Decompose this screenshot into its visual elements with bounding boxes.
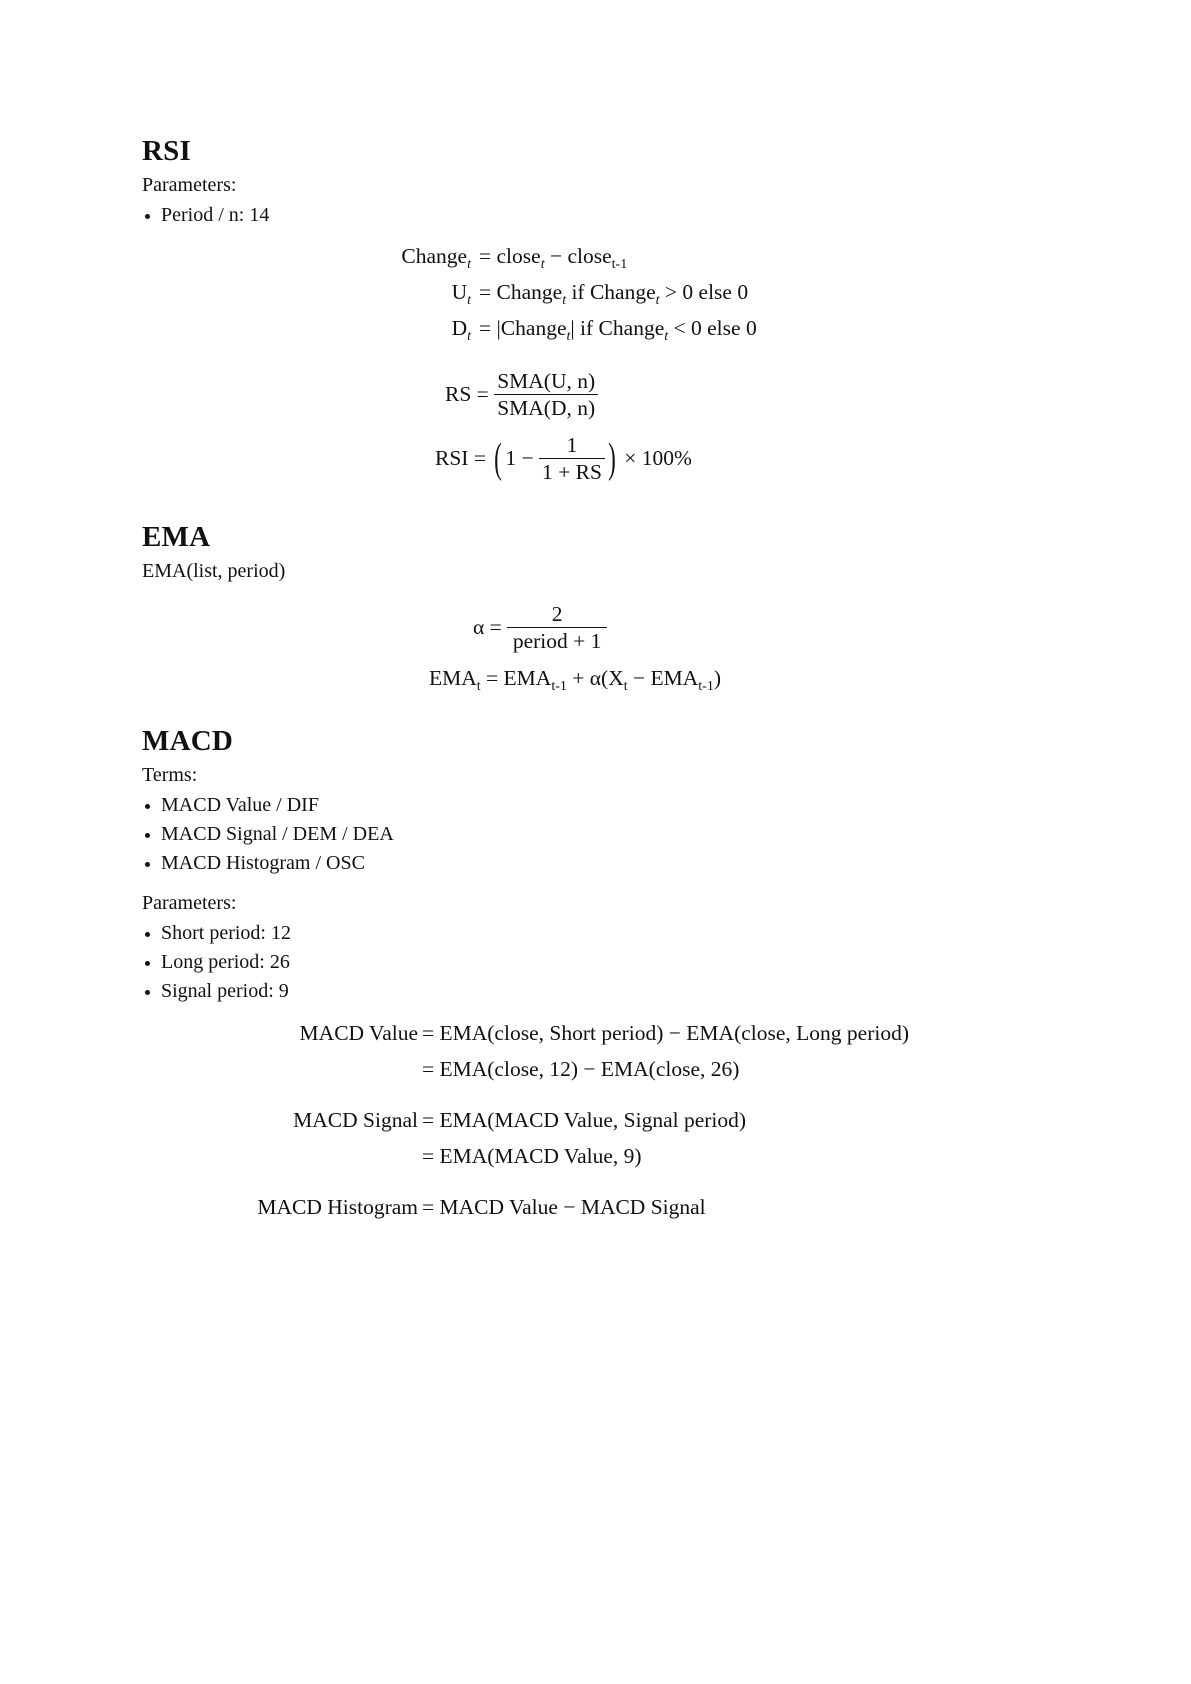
list-item: Period / n: 14 — [142, 201, 269, 230]
eq-ema: $EMA_t = EMA_{t-1} + \alpha(X_t - EMA_{t-1})$ — [429, 666, 721, 694]
eq-macd-signal-lhs: MACD Signal — [293, 1108, 418, 1132]
eq-macd-signal-rhs-2: = EMA(MACD Value, 9) — [422, 1144, 642, 1168]
eq-rsi-one: 1 − — [505, 446, 534, 470]
macd-terms-label: Terms: — [142, 764, 198, 786]
list-item: MACD Histogram / OSC — [142, 849, 394, 878]
eq-alpha-denominator: period + 1 — [507, 627, 607, 654]
list-item: Short period: 12 — [142, 919, 291, 948]
eq-rsi-tail: × 100% — [624, 446, 692, 470]
list-item: MACD Signal / DEM / DEA — [142, 820, 394, 849]
eq-alpha-fraction — [507, 601, 607, 654]
eq-macd-value-lhs: MACD Value — [299, 1021, 418, 1045]
eq-u-rhs: = Change$_t$ if Change$_t$ > 0 else 0 — [479, 280, 749, 308]
ema-signature: EMA(list, period) — [142, 560, 286, 582]
eq-alpha — [473, 601, 607, 654]
eq-rs-denominator: SMA(D, n) — [494, 394, 598, 421]
macd-heading: MACD — [142, 725, 234, 757]
eq-u-lhs: $U_t$ — [451, 280, 471, 308]
eq-rsi-denominator: 1 + RS — [539, 458, 605, 485]
eq-rs-fraction — [494, 368, 598, 421]
eq-macd-value-rhs-2: = EMA(close, 12) − EMA(close, 26) — [422, 1057, 740, 1081]
macd-terms-list — [142, 791, 394, 878]
macd-parameters-label: Parameters: — [142, 892, 237, 914]
eq-d-lhs: $D_t$ — [451, 316, 471, 344]
eq-alpha-numerator: 2 — [551, 602, 563, 626]
eq-macd-signal-rhs-1: = EMA(MACD Value, Signal period) — [422, 1108, 747, 1132]
left-paren: ( — [494, 435, 503, 482]
rsi-heading: RSI — [142, 135, 191, 167]
eq-rsi-numerator: 1 — [566, 433, 578, 457]
eq-rs-numerator: SMA(U, n) — [497, 369, 596, 393]
eq-d-rhs: = |Change$_t$| if Change$_t$ < 0 else 0 — [479, 316, 757, 344]
ema-heading: EMA — [142, 521, 211, 553]
eq-macd-value-rhs-1: = EMA(close, Short period) − EMA(close, Long period) — [422, 1021, 909, 1045]
rsi-parameters-label: Parameters: — [142, 174, 237, 196]
list-item: MACD Value / DIF — [142, 791, 394, 820]
eq-rsi — [435, 432, 692, 485]
macd-parameters-list — [142, 919, 291, 1006]
eq-macd-histogram-rhs: = MACD Value − MACD Signal — [422, 1195, 706, 1219]
eq-rs-lhs: RS = — [445, 382, 489, 406]
eq-change-lhs: Change$_t$ — [401, 244, 471, 272]
eq-rs — [445, 368, 598, 421]
eq-alpha-lhs: α = — [473, 615, 502, 639]
list-item: Signal period: 9 — [142, 977, 291, 1006]
right-paren: ) — [608, 435, 616, 482]
eq-macd-histogram-lhs: MACD Histogram — [257, 1195, 418, 1219]
eq-rsi-lhs: RSI = — [435, 446, 486, 470]
list-item: Long period: 26 — [142, 948, 291, 977]
eq-rsi-fraction — [539, 432, 605, 485]
eq-change-rhs: = close$_t$ − close$_{t-1}$ — [479, 244, 628, 272]
rsi-parameters-list — [142, 201, 269, 230]
